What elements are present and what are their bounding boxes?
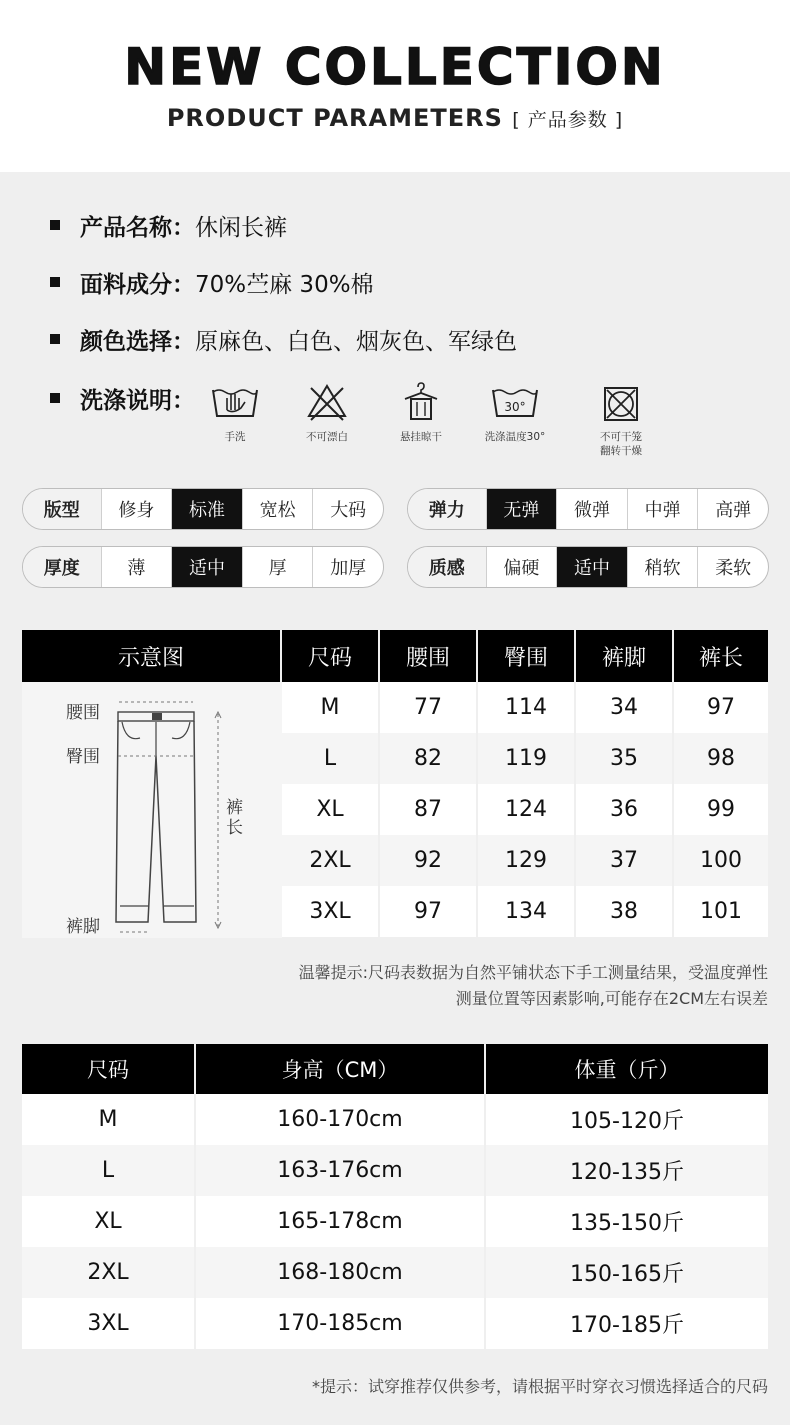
fit-recommendation-note: *提示：试穿推荐仅供参考，请根据平时穿衣习惯选择适合的尺码: [311, 1377, 768, 1396]
attr-option: 修身: [101, 489, 172, 529]
header-banner: [0, 0, 790, 172]
size-cell: 3XL: [22, 1298, 194, 1349]
weight-cell: 150-165斤: [486, 1247, 768, 1298]
info-row-fabric: [50, 262, 374, 302]
measurement-cell: 99: [674, 784, 768, 835]
attr-option-selected: 适中: [556, 547, 627, 587]
care-label-line2: 翻转干燥: [600, 445, 642, 457]
column-header: 腰围: [380, 630, 476, 682]
care-label: 手洗: [224, 431, 246, 443]
measurement-cell: 101: [674, 886, 768, 937]
measurement-cell: 97: [380, 886, 476, 937]
diagram-label-length: 裤 长: [226, 798, 243, 838]
info-value: 70%苎麻 30%棉: [195, 271, 374, 298]
diagram-label-waist: 腰围: [66, 703, 100, 723]
note-line: 温馨提示:尺码表数据为自然平铺状态下手工测量结果，受温度弹性: [298, 963, 768, 982]
measurement-cell: 129: [478, 835, 574, 886]
bullet-icon: [50, 334, 60, 344]
note-line: 测量位置等因素影响,可能存在2CM左右误差: [455, 989, 768, 1008]
size-cell: L: [22, 1145, 194, 1196]
care-hand-wash: [195, 380, 275, 444]
column-header: 身高（CM）: [196, 1044, 484, 1094]
size-cell: 2XL: [22, 1247, 194, 1298]
info-value: 原麻色、白色、烟灰色、军绿色: [195, 328, 517, 355]
measurement-cell: 82: [380, 733, 476, 784]
height-cell: 165-178cm: [196, 1196, 484, 1247]
attr-option: 柔软: [697, 547, 768, 587]
column-header: 尺码: [22, 1044, 194, 1094]
collection-title: NEW COLLECTION: [124, 38, 666, 96]
wash-temp-text: 30°: [504, 400, 526, 414]
diagram-header: 示意图: [22, 630, 280, 682]
size-cell: L: [282, 733, 378, 784]
size-cell: XL: [22, 1196, 194, 1247]
info-row-washing: [50, 378, 195, 418]
measurement-cell: 92: [380, 835, 476, 886]
bullet-icon: [50, 277, 60, 287]
attr-option: 偏硬: [486, 547, 557, 587]
attr-option: 高弹: [697, 489, 768, 529]
measurement-cell: 77: [380, 682, 476, 733]
measurement-cell: 35: [576, 733, 672, 784]
measurement-note: [168, 960, 768, 1012]
pants-diagram: [22, 682, 282, 938]
measurement-cell: 134: [478, 886, 574, 937]
height-cell: 160-170cm: [196, 1094, 484, 1145]
care-label: 洗涤温度30°: [484, 431, 546, 443]
attr-option-selected: 标准: [171, 489, 242, 529]
hand-wash-icon: [205, 380, 265, 424]
attr-option: 薄: [101, 547, 172, 587]
column-header: 裤脚: [576, 630, 672, 682]
attr-option: 中弹: [627, 489, 698, 529]
bullet-icon: [50, 393, 60, 403]
measurement-cell: 34: [576, 682, 672, 733]
attr-option: 加厚: [312, 547, 383, 587]
column-header: 体重（斤）: [486, 1044, 768, 1094]
measurement-cell: 124: [478, 784, 574, 835]
attr-option: 大码: [312, 489, 383, 529]
care-no-tumble-dry: [581, 380, 661, 458]
info-row-colors: [50, 319, 517, 359]
attr-head: 版型: [23, 489, 101, 529]
weight-cell: 120-135斤: [486, 1145, 768, 1196]
attr-pill-thickness: [22, 546, 384, 588]
size-cell: M: [282, 682, 378, 733]
attr-pill-fit: [22, 488, 384, 530]
measurement-cell: 97: [674, 682, 768, 733]
pants-outline-icon: [22, 682, 282, 938]
info-value: 休闲长裤: [195, 214, 287, 241]
column-header: 裤长: [674, 630, 768, 682]
attr-option-selected: 无弹: [486, 489, 557, 529]
measurement-cell: 114: [478, 682, 574, 733]
attr-option: 厚: [242, 547, 313, 587]
info-label: 洗涤说明：: [80, 387, 195, 414]
care-wash-temp: [475, 380, 555, 444]
measurement-cell: 36: [576, 784, 672, 835]
care-no-bleach: [287, 380, 367, 444]
info-label: 产品名称：: [80, 214, 195, 241]
subtitle-cn: [ 产品参数 ]: [512, 109, 624, 131]
measurement-cell: 100: [674, 835, 768, 886]
measurement-cell: 119: [478, 733, 574, 784]
care-label-line1: 不可干笼: [600, 431, 642, 443]
measurement-cell: 98: [674, 733, 768, 784]
measurement-cell: 37: [576, 835, 672, 886]
care-label: 不可漂白: [306, 431, 348, 443]
height-cell: 168-180cm: [196, 1247, 484, 1298]
subtitle-en: PRODUCT PARAMETERS: [166, 104, 503, 132]
care-label: 悬挂晾干: [400, 431, 442, 443]
column-header: 臀围: [478, 630, 574, 682]
attr-head: 厚度: [23, 547, 101, 587]
attr-option: 微弹: [556, 489, 627, 529]
attr-pill-elasticity: [407, 488, 769, 530]
diagram-label-hem: 裤脚: [66, 917, 100, 937]
weight-cell: 135-150斤: [486, 1196, 768, 1247]
care-icons: [205, 380, 675, 460]
attr-option: 稍软: [627, 547, 698, 587]
bullet-icon: [50, 220, 60, 230]
measurement-cell: 38: [576, 886, 672, 937]
size-cell: 3XL: [282, 886, 378, 937]
info-label: 颜色选择：: [80, 328, 195, 355]
attr-head: 弹力: [408, 489, 486, 529]
info-label: 面料成分：: [80, 271, 195, 298]
attr-option: 宽松: [242, 489, 313, 529]
measurement-cell: 87: [380, 784, 476, 835]
diagram-label-hip: 臀围: [66, 747, 100, 767]
column-header: 尺码: [282, 630, 378, 682]
no-tumble-dry-icon: [591, 380, 651, 424]
weight-cell: 105-120斤: [486, 1094, 768, 1145]
height-cell: 163-176cm: [196, 1145, 484, 1196]
height-cell: 170-185cm: [196, 1298, 484, 1349]
attr-option-selected: 适中: [171, 547, 242, 587]
size-cell: XL: [282, 784, 378, 835]
wash-temp-icon: [485, 380, 545, 424]
parameters-subtitle: [0, 104, 790, 132]
no-bleach-icon: [297, 380, 357, 424]
attr-head: 质感: [408, 547, 486, 587]
size-cell: M: [22, 1094, 194, 1145]
size-cell: 2XL: [282, 835, 378, 886]
weight-cell: 170-185斤: [486, 1298, 768, 1349]
attr-pill-texture: [407, 546, 769, 588]
hang-dry-icon: [391, 380, 451, 424]
care-hang-dry: [381, 380, 461, 444]
info-row-name: [50, 205, 287, 245]
